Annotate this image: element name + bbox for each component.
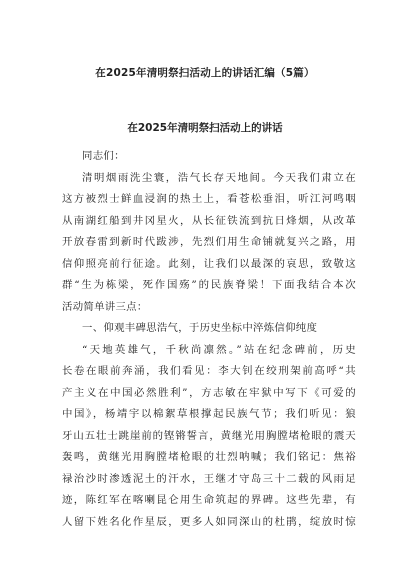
paragraph-line: 从南湖红船到井冈星火，从长征铁流到抗日烽烟，从改革 (62, 214, 356, 227)
paragraph-line: 人留下姓名化作星辰，更多人如同深山的杜鹃，绽放时惊 (62, 515, 356, 528)
paragraph-line: 长卷在眼前奔涌，我们看见：李大钊在绞刑架前高呼“共 (62, 365, 356, 377)
speech-title: 在2025年清明祭扫活动上的讲话 (127, 122, 283, 134)
paragraph-line: 牙山五壮士跳崖前的铿锵誓言，黄继光用胸膛堵枪眼的震天 (62, 429, 356, 442)
paragraph-line: 清明烟雨洗尘寰，浩气长存天地间。今天我们肃立在 (82, 171, 356, 184)
paragraph-line: 活动简单讲三点： (62, 300, 148, 313)
paragraph-line: 禄治沙时渗透泥土的汗水，王继才守岛三十二载的风雨足 (62, 472, 356, 485)
paragraph-line: 轰鸣，黄继光用胸膛堵枪眼的壮烈呐喊；我们铭记：焦裕 (62, 451, 356, 463)
paragraph-line: 中国》，杨靖宇以棉絮草根撑起民族气节；我们听见：狼 (62, 408, 356, 420)
paragraph-line: 群“生为栋梁，死作国殇”的民族脊梁！下面我结合本次 (62, 279, 356, 291)
paragraph-line: 产主义在中国必然胜利”，方志敏在牢狱中写下《可爱的 (62, 386, 356, 399)
paragraph-line: 这方被烈士鲜血浸润的热土上，看苍松垂泪，听江河鸣咽 (62, 193, 356, 205)
salutation-line: 同志们： (82, 150, 125, 162)
paragraph-line: 信仰照亮前行征途。此刻，让我们以最深的哀思，致敬这 (62, 257, 356, 270)
speech-body (62, 146, 356, 533)
document-title: 在2025年清明祭扫活动上的讲话汇编（5篇） (95, 67, 315, 79)
paragraph-line: “天地英雄气，千秋尚凛然。”站在纪念碑前，历史 (82, 343, 356, 356)
paragraph-line: 迹，陈红军在喀喇昆仑用生命筑起的界碑。这些先辈，有 (62, 494, 356, 506)
paragraph-line: 开放春雷到新时代跋涉，先烈们用生命铺就复兴之路，用 (62, 236, 356, 248)
section-heading: 一、仰观丰碑思浩气，于历史坐标中淬炼信仰纯度 (82, 322, 318, 334)
